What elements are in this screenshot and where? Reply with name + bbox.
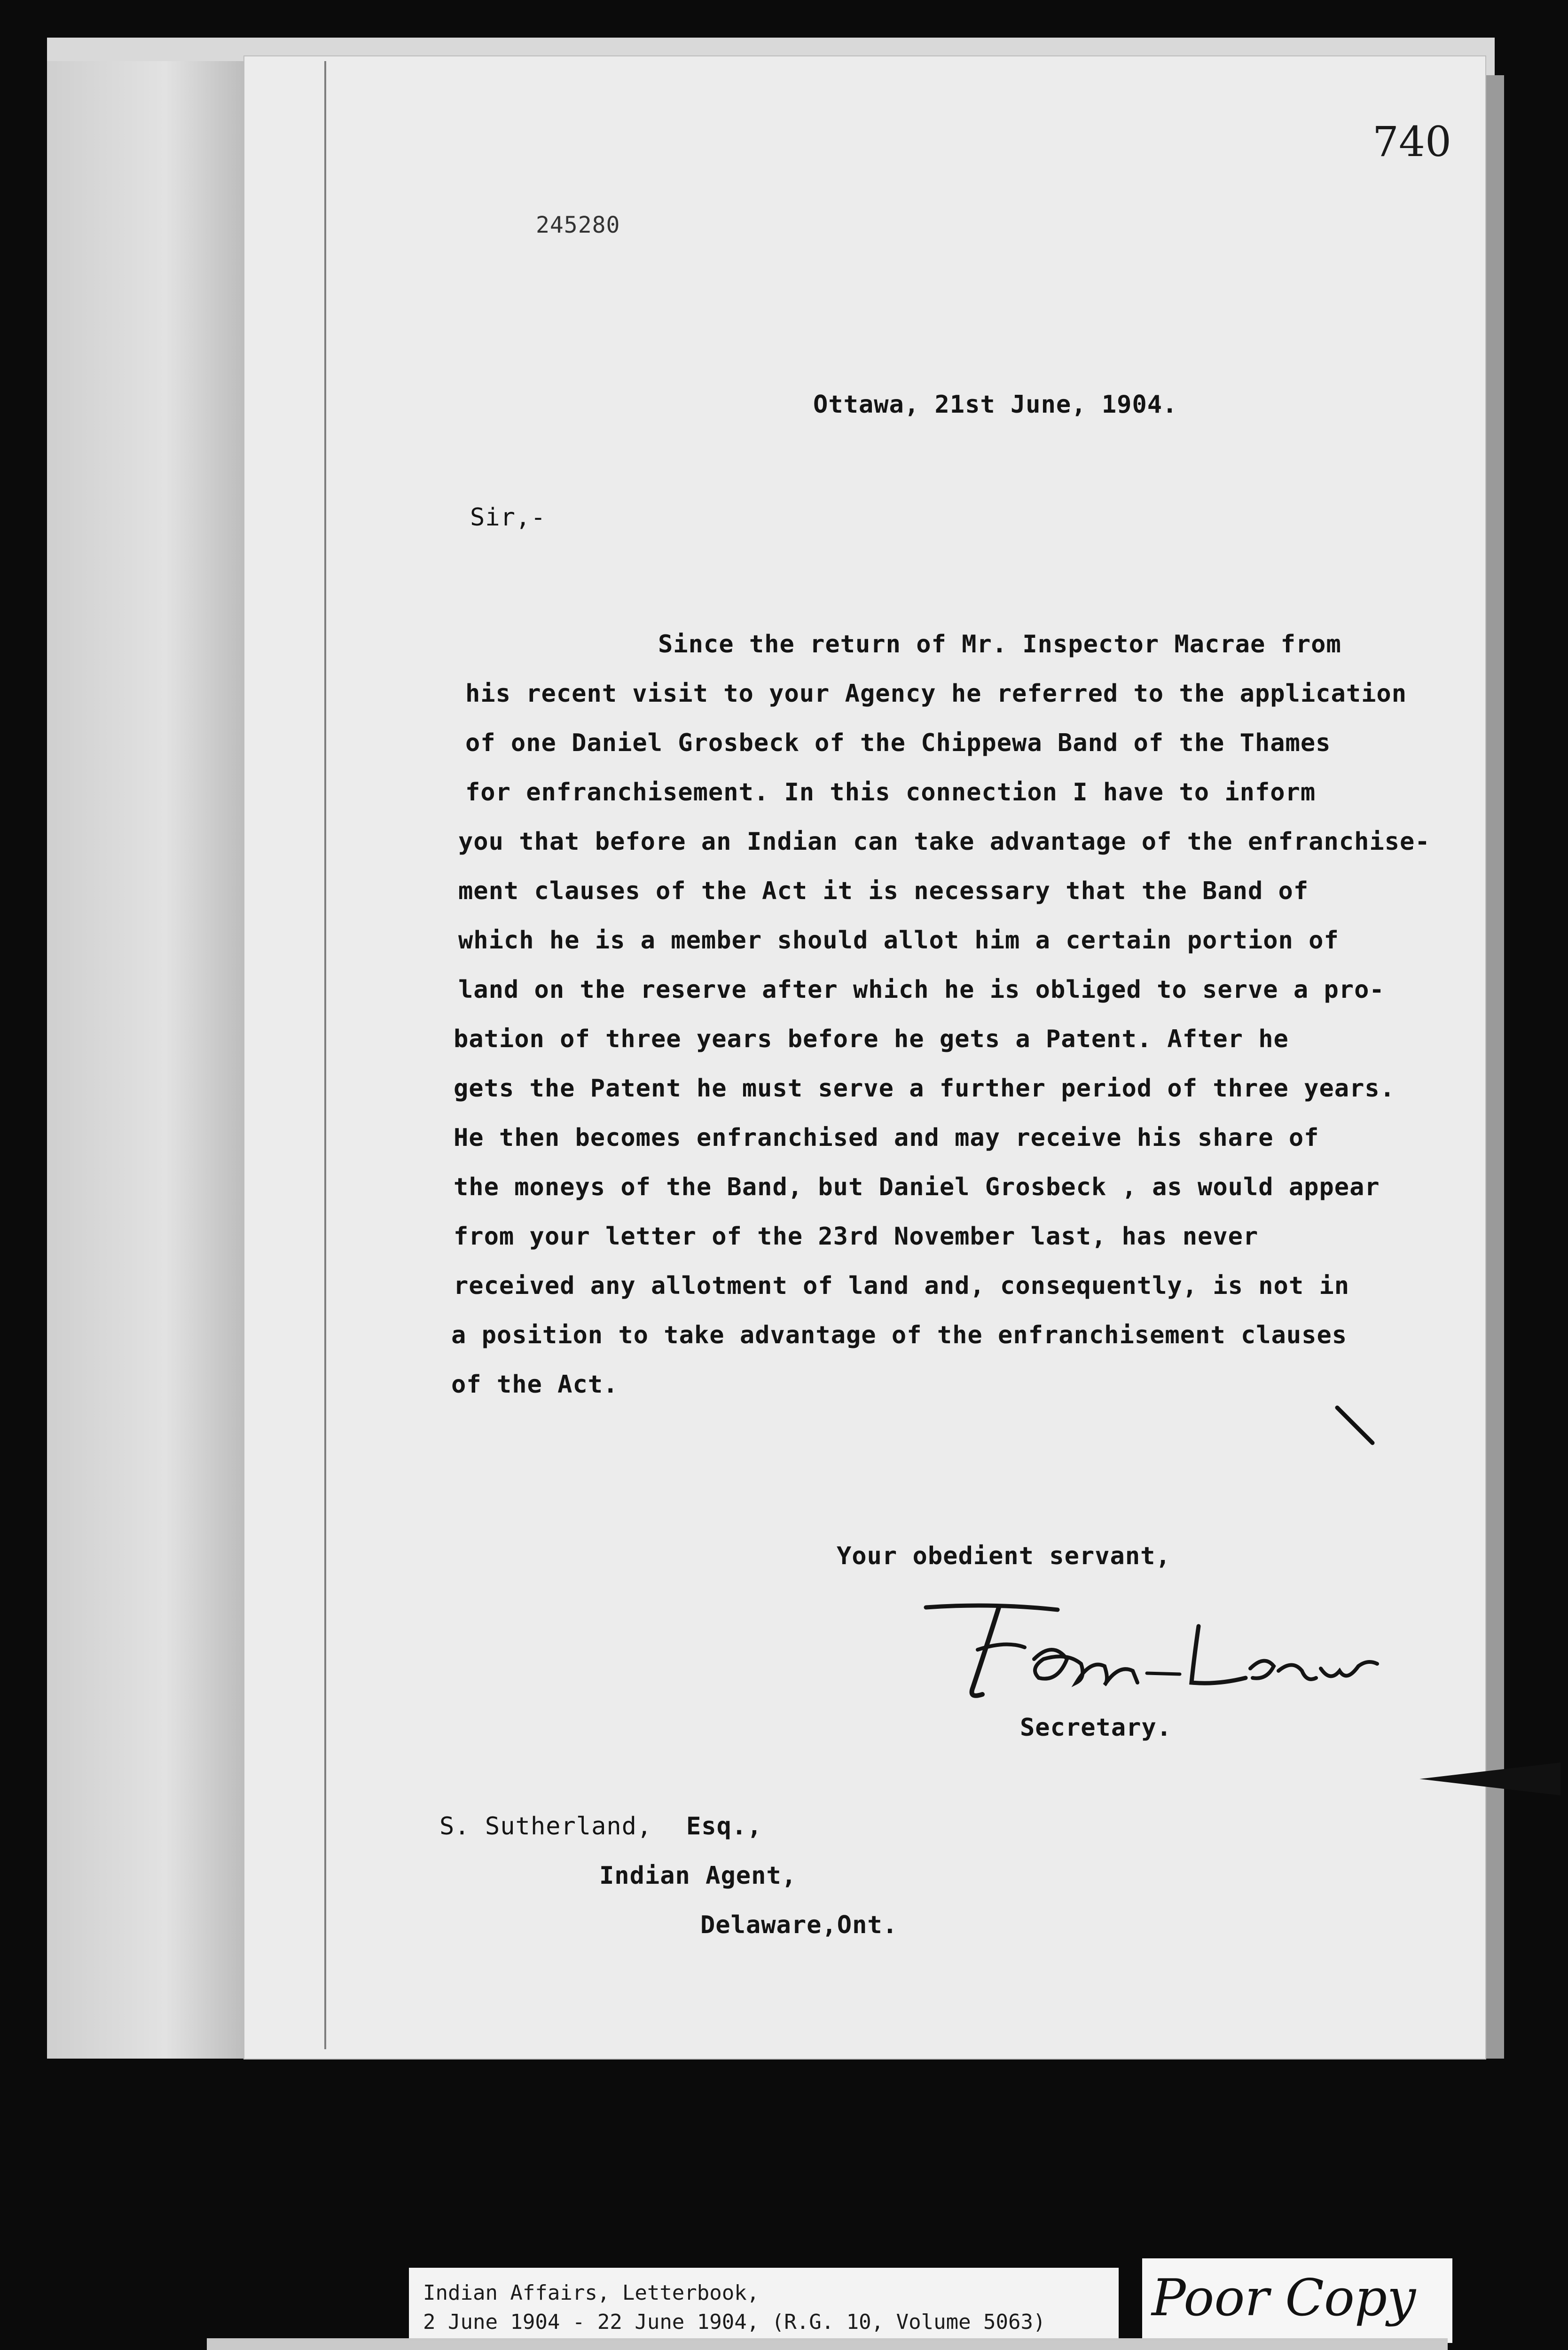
body-line: you that before an Indian can take advantage of the enfranchise- xyxy=(458,828,1430,856)
body-line: from your letter of the 23rd November last, has never xyxy=(454,1222,1259,1251)
salutation: Sir,- xyxy=(470,503,546,532)
body-line: of one Daniel Grosbeck of the Chippewa Band of the Thames xyxy=(465,729,1331,757)
archives-plate xyxy=(207,2338,1448,2350)
clip-shadow xyxy=(1419,1758,1560,1800)
addressee-name: S. Sutherland, xyxy=(439,1812,652,1841)
body-line: a position to take advantage of the enfranchisement clauses xyxy=(451,1321,1348,1349)
letter-date: Ottawa, 21st June, 1904. xyxy=(813,391,1178,419)
poor-copy-tag xyxy=(1142,2258,1452,2343)
file-number: 245280 xyxy=(536,212,620,238)
poor-copy-text: Poor Copy xyxy=(1152,2269,1416,2327)
binder-edge xyxy=(47,61,244,2059)
body-line: the moneys of the Band, but Daniel Grosbeck , as would appear xyxy=(454,1173,1380,1201)
body-line: which he is a member should allot him a certain portion of xyxy=(458,926,1339,955)
body-line: Since the return of Mr. Inspector Macrae from xyxy=(658,630,1341,658)
closing: Your obedient servant, xyxy=(837,1542,1171,1570)
body-line: his recent visit to your Agency he referred to the application xyxy=(465,680,1407,708)
page-number: 740 xyxy=(1372,118,1451,166)
body-line: ment clauses of the Act it is necessary that the Band of xyxy=(458,877,1309,905)
page-fold-line xyxy=(324,61,326,2049)
addressee-title: Indian Agent, xyxy=(599,1862,797,1890)
body-line: gets the Patent he must serve a further period of three years. xyxy=(454,1074,1396,1103)
body-line: land on the reserve after which he is obliged to serve a pro- xyxy=(458,976,1385,1004)
body-line: received any allotment of land and, consequently, is not in xyxy=(454,1272,1350,1300)
body-line: bation of three years before he gets a Patent. After he xyxy=(454,1025,1289,1053)
letter-page xyxy=(244,56,1485,2059)
addressee-suffix: Esq., xyxy=(686,1812,762,1841)
pen-mark-icon xyxy=(1335,1405,1377,1448)
body-line: of the Act. xyxy=(451,1371,619,1399)
label-line: Indian Affairs, Letterbook, xyxy=(423,2281,760,2305)
label-line: 2 June 1904 - 22 June 1904, (R.G. 10, Volume 5063) xyxy=(423,2310,1046,2334)
handwritten-signature xyxy=(917,1589,1387,1711)
body-line: for enfranchisement. In this connection I have to inform xyxy=(465,778,1316,807)
addressee-location: Delaware,Ont. xyxy=(700,1911,898,1939)
body-line: He then becomes enfranchised and may receive his share of xyxy=(454,1124,1319,1152)
archive-label-card xyxy=(409,2268,1119,2343)
signature-title: Secretary. xyxy=(1020,1714,1172,1742)
